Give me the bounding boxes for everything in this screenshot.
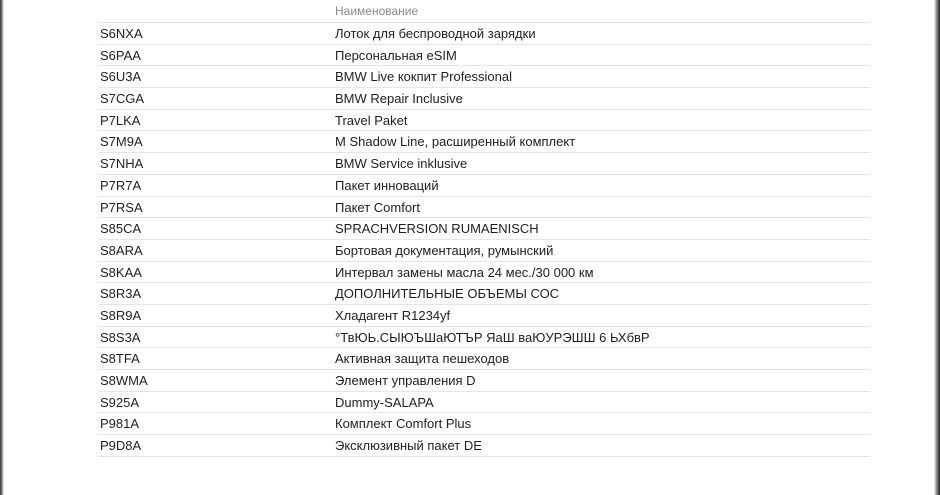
option-name: Dummy-SALAPA <box>335 394 434 410</box>
option-code: S7NHA <box>100 156 144 172</box>
options-table <box>98 0 870 457</box>
table-row <box>98 45 870 67</box>
option-name: Персональная eSIM <box>335 47 457 63</box>
table-row <box>98 305 870 327</box>
option-code: P981A <box>100 416 140 432</box>
table-row <box>98 23 870 45</box>
table-row <box>98 175 870 197</box>
option-name: BMW Repair Inclusive <box>335 91 463 107</box>
window-frame-right <box>934 0 940 495</box>
option-code: S8KAA <box>100 264 142 280</box>
table-row <box>98 435 870 457</box>
option-name: °ТвЮЬ.СЫЮЪШаЮТЪР ЯаШ ваЮУРЭШШ 6 ЬХбвР <box>335 329 650 345</box>
option-name: Бортовая документация, румынский <box>335 242 554 258</box>
option-name: Лоток для беспроводной зарядки <box>335 26 536 41</box>
option-name: Комплект Comfort Plus <box>335 416 472 432</box>
option-code: S925A <box>100 394 140 410</box>
table-row <box>98 110 870 132</box>
table-row <box>98 131 870 153</box>
table-row <box>98 413 870 435</box>
table-row <box>98 218 870 240</box>
table-body <box>98 23 870 457</box>
option-name: ДОПОЛНИТЕЛЬНЫЕ ОБЪЕМЫ СОС <box>335 286 560 302</box>
option-code: S7M9A <box>100 134 143 150</box>
option-name: Эксклюзивный пакет DE <box>335 438 482 454</box>
option-name: Активная защита пешеходов <box>335 351 510 367</box>
option-code: S6U3A <box>100 69 142 85</box>
option-code: S8S3A <box>100 329 141 345</box>
option-name: BMW Live кокпит Professional <box>335 69 512 85</box>
table-row <box>98 197 870 219</box>
option-code: S8WMA <box>100 373 148 388</box>
option-name: Интервал замены масла 24 мес./30 000 км <box>335 264 594 280</box>
table-row <box>98 327 870 349</box>
table-row <box>98 66 870 88</box>
option-name: Пакет инноваций <box>335 177 439 193</box>
table-header <box>98 0 870 23</box>
option-name: Хладагент R1234yf <box>335 307 451 323</box>
option-name: Travel Paket <box>335 112 408 128</box>
column-header-name: Наименование <box>335 4 419 18</box>
option-name: SPRACHVERSION RUMAENISCH <box>335 221 539 237</box>
option-name: Пакет Comfort <box>335 199 421 215</box>
table-row <box>98 262 870 284</box>
option-code: S8ARA <box>100 242 143 258</box>
window-frame-left <box>0 0 4 495</box>
option-code: S8TFA <box>100 351 140 367</box>
option-name: M Shadow Line, расширенный комплект <box>335 134 576 150</box>
table-row <box>98 392 870 414</box>
option-code: P7RSA <box>100 199 143 215</box>
option-name: Элемент управления D <box>335 373 476 388</box>
table-row <box>98 370 870 392</box>
option-code: S7CGA <box>100 91 145 107</box>
option-code: S85CA <box>100 221 142 237</box>
option-code: S6NXA <box>100 26 143 41</box>
table-row <box>98 348 870 370</box>
table-row <box>98 88 870 110</box>
table-row <box>98 283 870 305</box>
option-name: BMW Service inklusive <box>335 156 468 172</box>
option-code: S6PAA <box>100 47 141 63</box>
table-row <box>98 153 870 175</box>
option-code: P9D8A <box>100 438 142 454</box>
option-code: P7R7A <box>100 177 142 193</box>
option-code: P7LKA <box>100 112 141 128</box>
option-code: S8R9A <box>100 307 142 323</box>
option-code: S8R3A <box>100 286 142 302</box>
table-row <box>98 240 870 262</box>
